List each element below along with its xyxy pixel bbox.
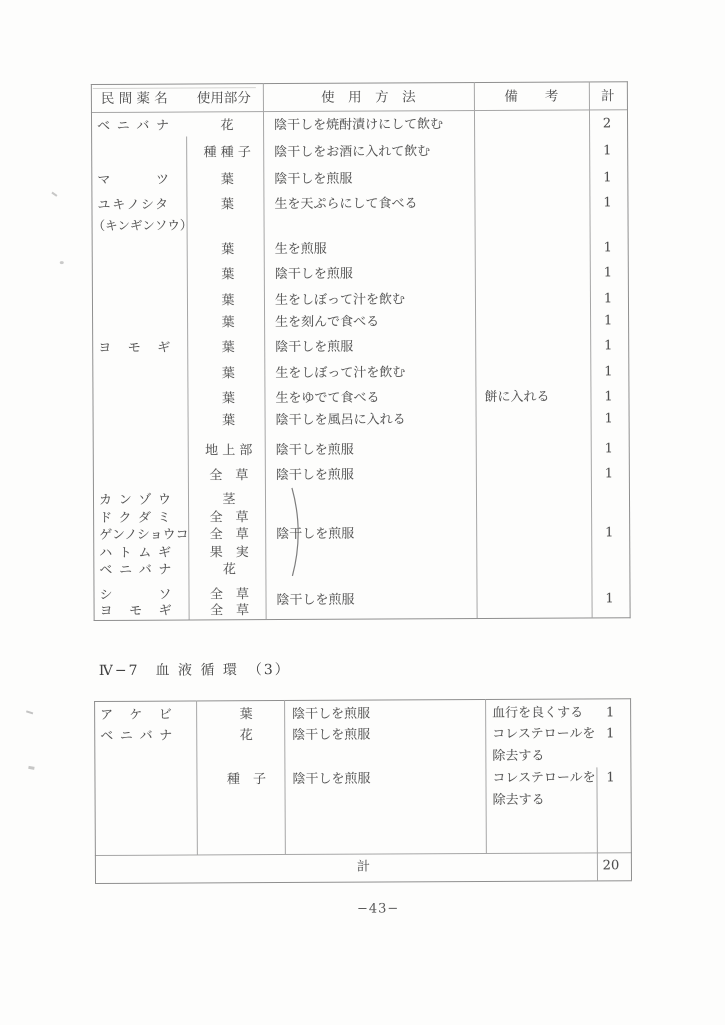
table-row [94,725,632,764]
table-row [94,704,632,725]
total-label: 計 [356,859,370,875]
method-cell: 生を刻んで食べる [275,314,380,331]
count-cell: 1 [604,338,613,354]
count-cell: 1 [605,705,615,721]
remark-cell: コレステロールを [492,726,596,742]
count-cell: 1 [603,313,613,329]
method-cell: 生を天ぷらにして食べる [274,196,418,213]
name-cell: マツ [97,172,216,188]
table-row [92,239,630,260]
method-cell: 陰干しを煎服 [292,706,371,722]
part-cell: 全 草 [209,527,249,543]
part-cell: 葉 [221,242,235,258]
part-cell: 葉 [221,340,235,356]
count-cell: 1 [603,291,613,307]
count-cell: 1 [606,770,615,786]
total-value: 20 [602,858,620,874]
name-cell: ドクダミ [99,510,178,526]
part-cell: 葉 [221,315,235,331]
table-row [92,264,630,285]
table-row [92,388,630,409]
method-cell: 陰干しを煎服 [274,171,353,188]
section-heading: Ⅳ−7 血 液 循 環 （3） [98,661,291,679]
method-cell: 陰干しを風呂に入れる [275,412,406,429]
table-row [94,600,632,621]
count-cell: 1 [604,411,613,427]
method-cell: 陰干しを焼酎漬けにして飲む [274,117,444,134]
count-cell: 1 [603,143,612,159]
method-cell: 生を煎服 [274,241,327,258]
part-cell: 葉 [221,391,236,407]
part-cell: 種 子 [226,772,267,788]
part-cell: 地 上 部 [205,443,253,459]
part-cell: 全 草 [209,587,250,603]
table-row [91,194,629,234]
scan-artifact [26,710,33,714]
part-cell: 葉 [220,172,234,188]
table-row [93,465,631,486]
count-cell: 1 [605,525,614,541]
name2-cell: （キンギンソウ） [92,217,193,234]
scan-artifact [60,261,64,264]
name-cell: アケビ [100,707,189,723]
part-cell: 葉 [221,366,235,382]
count-cell: 1 [603,265,613,281]
scan-ghost-line [93,87,256,89]
table-row [92,363,630,384]
name-cell: ヨモギ [99,603,189,619]
name-cell: ユキノシタ [97,197,170,213]
method-cell: 陰干しを煎服 [276,526,355,543]
part-cell: 全 草 [209,510,249,526]
part-cell: 葉 [222,413,236,429]
folk-medicine-table-2 [94,698,633,884]
method-cell: 陰干しを煎服 [275,442,354,459]
remark-cell: 血行を良くする [492,705,584,721]
part-cell: 全 草 [209,468,249,484]
method-cell: 生をしぼって汁を飲む [275,365,406,382]
count-cell: 1 [603,240,612,256]
name-cell: ベニバナ [100,728,179,744]
name-cell: ハトムギ [99,545,178,561]
count-cell: 1 [606,726,615,742]
part-cell: 花 [220,118,234,134]
part-cell: 葉 [221,267,235,283]
table-row [92,337,630,358]
remark-cell: コレステロールを [492,770,596,786]
count-cell: 1 [604,441,613,457]
remark2-cell: 除去する [492,748,545,764]
header-separator-rule [91,109,628,113]
col-header-total: 計 [601,88,615,105]
page-number: −43− [356,901,400,917]
table-row [93,440,631,461]
table-row [93,410,631,431]
part-cell: 茎 [222,492,236,508]
method-cell: 陰干しを煎服 [274,266,353,283]
name-cell: シソ [99,587,218,603]
table-row [92,290,630,311]
table-top-rule [91,81,628,85]
remark2-cell: 除去する [492,792,545,808]
method-cell: 陰干しを煎服 [292,771,371,787]
method-cell: 陰干しを煎服 [292,727,371,743]
table-row [92,312,630,333]
method-cell: 生をしぼって汁を飲む [274,292,406,309]
method-cell: 陰干しを煎服 [276,592,355,609]
count-cell: 1 [604,466,614,482]
name-cell: ベニバナ [99,562,179,578]
col-header-name: 民 間 薬 名 [100,90,168,107]
scan-artifact [28,766,34,770]
total-separator-rule [95,852,632,856]
table-bottom-rule [95,880,632,884]
name-cell: ゲンノショウコ [99,527,189,543]
table-row [94,769,632,808]
table-row [93,559,631,580]
part-cell: 種 種 子 [203,145,251,161]
col-header-part: 使用部分 [196,90,251,107]
part-cell: 花 [239,728,253,744]
folk-medicine-table-1 [91,81,632,621]
count-cell: 1 [603,195,612,211]
part-cell: 葉 [239,707,253,723]
name-cell: ベニバナ [97,118,176,134]
part-cell: 花 [222,562,236,578]
part-cell: 果 実 [209,545,249,561]
part-cell: 全 草 [210,603,250,619]
method-cell: 陰干しをお酒に入れて飲む [274,144,431,161]
name-cell: ヨモギ [98,340,187,356]
table-top-rule [94,698,631,702]
table-row [91,115,629,136]
count-cell: 1 [604,364,613,380]
scan-artifact [51,192,57,197]
table-row [91,169,629,190]
method-cell: 陰干しを煎服 [275,339,354,356]
name-cell: カンゾウ [98,492,178,508]
col-header-method: 使 用 方 法 [321,89,416,106]
count-cell: 2 [602,116,612,132]
count-cell: 1 [603,170,612,186]
remark-cell: 餅に入れる [484,389,550,405]
method-cell: 生をゆでて食べる [275,390,380,407]
part-cell: 葉 [221,293,235,309]
col-header-remark: 備 考 [504,88,559,105]
method-cell: 陰干しを煎服 [275,467,354,484]
table-row [91,142,629,163]
part-cell: 葉 [220,197,235,213]
count-cell: 1 [604,389,613,405]
count-cell: 1 [605,591,614,607]
